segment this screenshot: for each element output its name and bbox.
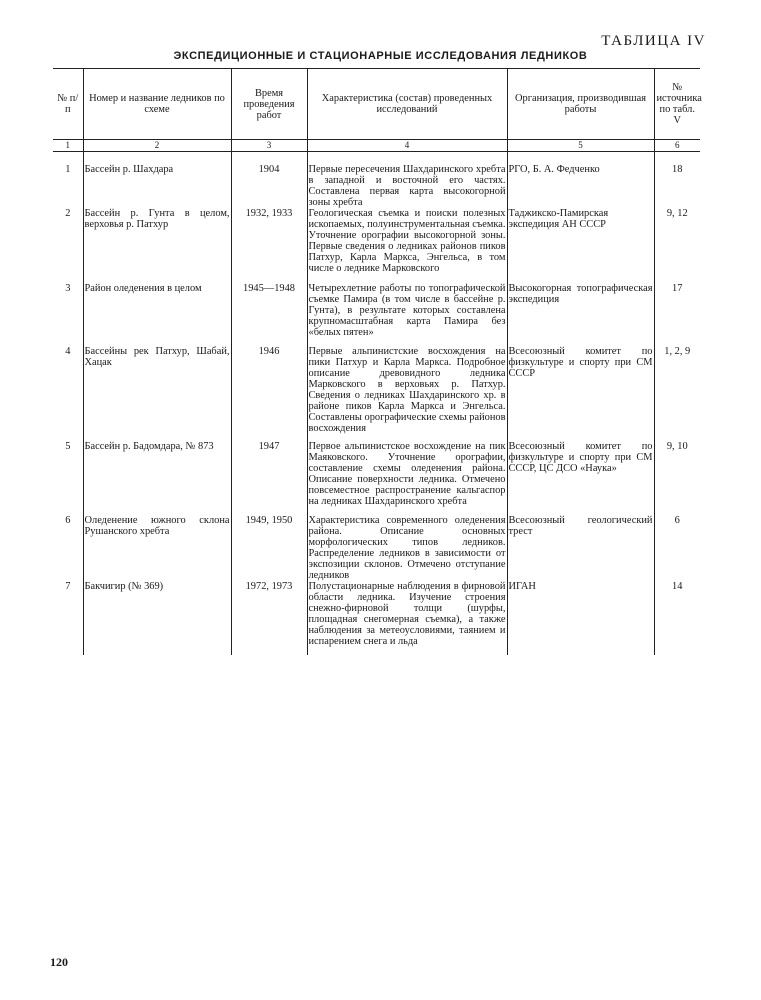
row-number: 6 [65, 515, 71, 526]
glacier-name: Район оледенения в целом [83, 283, 231, 346]
glacier-name: Бакчигир (№ 369) [83, 581, 231, 655]
source-number: 17 [654, 283, 700, 346]
work-period: 1972, 1973 [231, 581, 307, 655]
table-spacer [53, 152, 700, 165]
work-period: 1932, 1933 [231, 208, 307, 283]
row-number: 5 [65, 441, 71, 452]
table-row [53, 164, 700, 208]
organization: Всесоюзный геологический трест [507, 515, 654, 581]
header-cell-organization: Организация, производившая работы [507, 69, 654, 140]
table-row [53, 581, 700, 655]
glacier-research-table [53, 68, 700, 655]
header-cell-characteristics: Характеристика (состав) проведенных исследований [307, 69, 507, 140]
table-row [53, 283, 700, 346]
research-description: Геологическая съемка и поиски полезных ископаемых, полуинструментальная съемка. Уточнение орографии высокогорной зоны. Первые сведения о ледниках районов пиков Патхур, Карла Маркса, Энгельса, в том числе о леднике Марковского [307, 208, 507, 283]
table-row [53, 346, 700, 441]
research-description: Характеристика современного оледенения района. Описание основных морфологических типов ледников. Распределение ледников в зависимости от экспозиции склонов. Отмечено отступание ледников [308, 515, 506, 581]
work-period: 1945—1948 [231, 283, 307, 346]
research-description: Первые пересечения Шахдаринского хребта в западной и восточной его частях. Составлена первая карта высокогорной зоны хребта [308, 164, 506, 208]
table-row [53, 441, 700, 515]
organization: Таджикско-Памирская экспедиция АН СССР [507, 208, 654, 283]
table-label: ТАБЛИЦА IV [601, 33, 706, 49]
column-number: 4 [307, 140, 507, 152]
column-number: 2 [83, 140, 231, 152]
header-cell-glacier-name: Номер и название ледников по схеме [83, 69, 231, 140]
header-cell-time: Время проведения работ [231, 69, 307, 140]
row-number: 1 [65, 164, 71, 175]
header-row [53, 69, 700, 140]
header-cell-number: № п/п [53, 69, 83, 140]
glacier-name: Бассейн р. Бадомдара, № 873 [83, 441, 231, 515]
research-description: Первое альпинистское восхождение на пик Маяковского. Уточнение орографии, составление схемы оледенения района. Описание поверхности ледника. Отмечено повсеместное распространение кальгаспор на ледниках Шахдаринского хребта [307, 441, 507, 515]
source-number: 1, 2, 9 [654, 346, 700, 441]
source-number: 9, 10 [654, 441, 700, 515]
work-period: 1946 [231, 346, 307, 441]
row-number: 2 [65, 208, 71, 219]
organization: Всесоюзный комитет по физкультуре и спорту при СМ СССР, ЦС ДСО «Наука» [507, 441, 654, 515]
document-title: ЭКСПЕДИЦИОННЫЕ И СТАЦИОНАРНЫЕ ИССЛЕДОВАНИЯ ЛЕДНИКОВ [173, 50, 588, 62]
column-number: 3 [231, 140, 307, 152]
organization: ИГАН [507, 581, 654, 655]
work-period: 1949, 1950 [231, 515, 307, 581]
glacier-name: Бассейн р. Гунта в целом, верховья р. Патхур [83, 208, 231, 283]
column-number: 6 [654, 140, 700, 152]
organization: Высокогорная топографическая экспедиция [507, 283, 654, 346]
work-period: 1904 [231, 164, 307, 208]
glacier-name: Бассейны рек Патхур, Шабай, Хацак [83, 346, 231, 441]
research-description: Первые альпинистские восхождения на пики Патхур и Карла Маркса. Подробное описание древовидного ледника Марковского в верховьях р. Патхур. Сведения о ледниках Шахдаринского хр. в районе пиков Карла Маркса и Энгельса. Составлены орографические схемы районов восхождения [307, 346, 507, 441]
table-row [53, 208, 700, 283]
column-number: 5 [507, 140, 654, 152]
organization: Всесоюзный комитет по физкультуре и спорту при СМ СССР [507, 346, 654, 441]
glacier-name: Оледенение южного склона Рушанского хребта [83, 515, 231, 581]
glacier-name: Бассейн р. Шахдара [83, 164, 231, 208]
source-number: 6 [654, 515, 700, 581]
research-description: Четырехлетние работы по топографической съемке Памира (в том числе в бассейне р. Гунта), в результате которых составлена крупномасштабная карта Памира без «белых пятен» [307, 283, 507, 346]
source-number: 9, 12 [654, 208, 700, 283]
organization: РГО, Б. А. Федченко [507, 164, 654, 208]
column-number: 1 [53, 140, 83, 152]
source-number: 14 [654, 581, 700, 655]
page-number: 120 [50, 955, 68, 969]
work-period: 1947 [231, 441, 307, 515]
row-number: 4 [65, 346, 71, 357]
row-number: 3 [65, 283, 71, 294]
source-number: 18 [654, 164, 700, 208]
row-number: 7 [65, 581, 71, 592]
header-cell-source: № источника по табл. V [654, 69, 700, 140]
research-description: Полустационарные наблюдения в фирновой области ледника. Изучение строения снежно-фирновой толщи (шурфы, площадная снегомерная съемка), а также наблюдения за метеоусловиями, таянием и испарением снега и льда [307, 581, 507, 655]
column-number-row [53, 140, 700, 152]
table-row [53, 515, 700, 581]
